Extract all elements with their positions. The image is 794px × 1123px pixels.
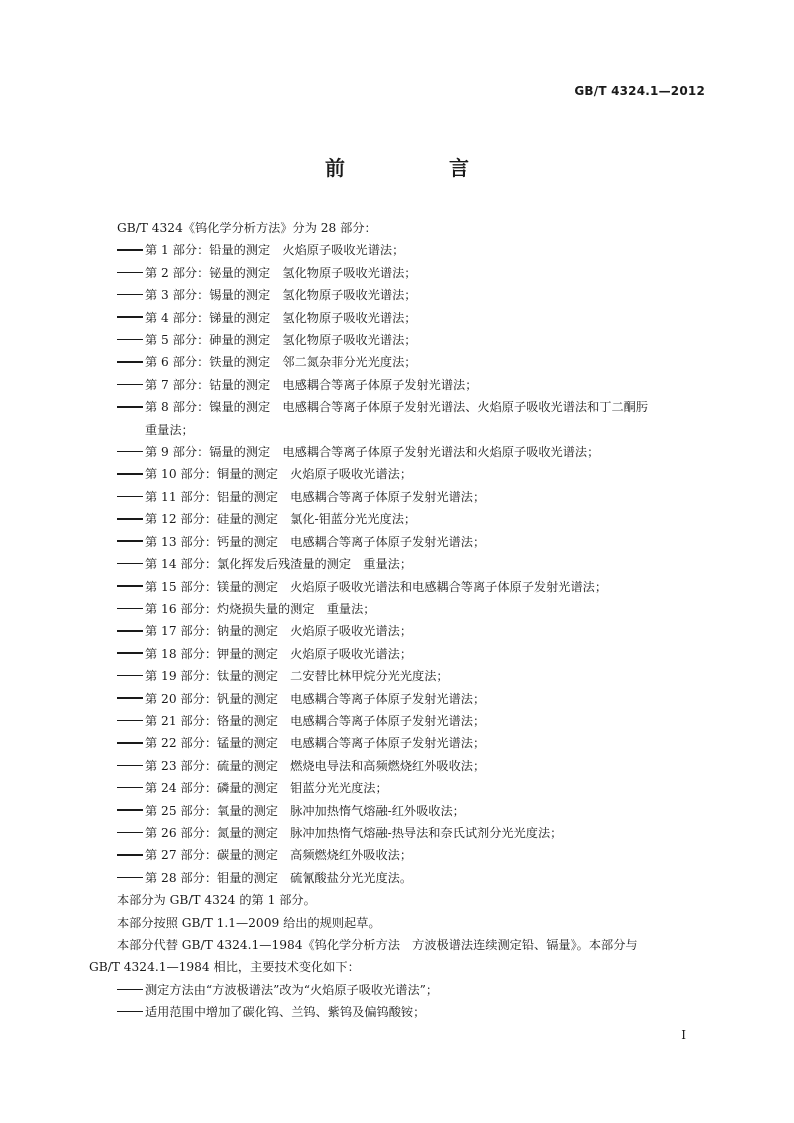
dash-icon bbox=[117, 643, 145, 665]
dash-icon bbox=[117, 867, 145, 889]
paragraph-replacement-cont: GB/T 4324.1—1984 相比，主要技术变化如下： bbox=[89, 960, 360, 975]
dash-icon bbox=[117, 576, 145, 598]
list-item: 第 25 部分：氧量的测定 脉冲加热惰气熔融-红外吸收法； bbox=[89, 800, 707, 822]
list-item-continuation: 重量法； bbox=[145, 422, 194, 437]
dash-icon bbox=[117, 508, 145, 530]
list-item: 第 4 部分：锑量的测定 氢化物原子吸收光谱法； bbox=[89, 307, 707, 329]
intro-paragraph: GB/T 4324《钨化学分析方法》分为 28 部分： bbox=[117, 221, 377, 235]
list-item: 第 13 部分：钙量的测定 电感耦合等离子体原子发射光谱法； bbox=[89, 531, 707, 553]
list-item: 第 14 部分：氯化挥发后残渣量的测定 重量法； bbox=[89, 553, 707, 575]
dash-icon bbox=[117, 1001, 145, 1023]
dash-icon bbox=[117, 732, 145, 754]
dash-icon bbox=[117, 822, 145, 844]
parts-list bbox=[89, 239, 707, 889]
list-item: 第 3 部分：锡量的测定 氢化物原子吸收光谱法； bbox=[89, 284, 707, 306]
list-item: 第 10 部分：铜量的测定 火焰原子吸收光谱法； bbox=[89, 463, 707, 485]
list-item: 第 2 部分：铋量的测定 氢化物原子吸收光谱法； bbox=[89, 262, 707, 284]
dash-icon bbox=[117, 441, 145, 463]
changes-list bbox=[89, 979, 707, 1024]
dash-icon bbox=[117, 665, 145, 687]
dash-icon bbox=[117, 979, 145, 1001]
dash-icon bbox=[117, 239, 145, 261]
list-item: 第 26 部分：氮量的测定 脉冲加热惰气熔融-热导法和奈氏试剂分光光度法； bbox=[89, 822, 707, 844]
list-item: 第 18 部分：钾量的测定 火焰原子吸收光谱法； bbox=[89, 643, 707, 665]
list-item: 第 28 部分：钼量的测定 硫氰酸盐分光光度法。 bbox=[89, 867, 707, 889]
dash-icon bbox=[117, 688, 145, 710]
list-item: 第 21 部分：铬量的测定 电感耦合等离子体原子发射光谱法； bbox=[89, 710, 707, 732]
list-item: 第 22 部分：锰量的测定 电感耦合等离子体原子发射光谱法； bbox=[89, 732, 707, 754]
list-item: 测定方法由“方波极谱法”改为“火焰原子吸收光谱法”； bbox=[89, 979, 707, 1001]
page-number: I bbox=[681, 1028, 686, 1042]
list-item: 第 1 部分：铅量的测定 火焰原子吸收光谱法； bbox=[89, 239, 707, 261]
foreword-body bbox=[89, 217, 707, 1024]
dash-icon bbox=[117, 463, 145, 485]
list-item: 第 7 部分：钴量的测定 电感耦合等离子体原子发射光谱法； bbox=[89, 374, 707, 396]
dash-icon bbox=[117, 329, 145, 351]
dash-icon bbox=[117, 307, 145, 329]
dash-icon bbox=[117, 262, 145, 284]
dash-icon bbox=[117, 531, 145, 553]
dash-icon bbox=[117, 351, 145, 373]
dash-icon bbox=[117, 844, 145, 866]
dash-icon bbox=[117, 553, 145, 575]
list-item: 第 5 部分：砷量的测定 氢化物原子吸收光谱法； bbox=[89, 329, 707, 351]
paragraph-this-part: 本部分为 GB/T 4324 的第 1 部分。 bbox=[117, 893, 316, 908]
paragraph-replacement: 本部分代替 GB/T 4324.1—1984《钨化学分析方法 方波极谱法连续测定铅、镉量》。本部分与 bbox=[117, 938, 638, 952]
dash-icon bbox=[117, 598, 145, 620]
page-title: 前 言 bbox=[325, 156, 511, 180]
list-item: 第 27 部分：碳量的测定 高频燃烧红外吸收法； bbox=[89, 844, 707, 866]
list-item: 第 20 部分：钒量的测定 电感耦合等离子体原子发射光谱法； bbox=[89, 688, 707, 710]
list-item: 适用范围中增加了碳化钨、兰钨、紫钨及偏钨酸铵； bbox=[89, 1001, 707, 1023]
list-item: 第 11 部分：铝量的测定 电感耦合等离子体原子发射光谱法； bbox=[89, 486, 707, 508]
dash-icon bbox=[117, 486, 145, 508]
list-item: 第 19 部分：钛量的测定 二安替比林甲烷分光光度法； bbox=[89, 665, 707, 687]
dash-icon bbox=[117, 620, 145, 642]
list-item: 第 6 部分：铁量的测定 邻二氮杂菲分光光度法； bbox=[89, 351, 707, 373]
dash-icon bbox=[117, 755, 145, 777]
dash-icon bbox=[117, 800, 145, 822]
list-item: 第 24 部分：磷量的测定 钼蓝分光光度法； bbox=[89, 777, 707, 799]
list-item: 第 16 部分：灼烧损失量的测定 重量法； bbox=[89, 598, 707, 620]
list-item: 第 9 部分：镉量的测定 电感耦合等离子体原子发射光谱法和火焰原子吸收光谱法； bbox=[89, 441, 707, 463]
dash-icon bbox=[117, 777, 145, 799]
dash-icon bbox=[117, 396, 145, 418]
dash-icon bbox=[117, 284, 145, 306]
list-item: 第 23 部分：硫量的测定 燃烧电导法和高频燃烧红外吸收法； bbox=[89, 755, 707, 777]
dash-icon bbox=[117, 374, 145, 396]
dash-icon bbox=[117, 710, 145, 732]
list-item: 第 12 部分：硅量的测定 氯化-钼蓝分光光度法； bbox=[89, 508, 707, 530]
list-item: 第 17 部分：钠量的测定 火焰原子吸收光谱法； bbox=[89, 620, 707, 642]
list-item: 第 15 部分：镁量的测定 火焰原子吸收光谱法和电感耦合等离子体原子发射光谱法； bbox=[89, 576, 707, 598]
standard-number: GB/T 4324.1—2012 bbox=[574, 84, 705, 98]
list-item: 第 8 部分：镍量的测定 电感耦合等离子体原子发射光谱法、火焰原子吸收光谱法和丁二酮肟 bbox=[89, 396, 707, 418]
paragraph-drafting-rules: 本部分按照 GB/T 1.1—2009 给出的规则起草。 bbox=[117, 915, 381, 930]
